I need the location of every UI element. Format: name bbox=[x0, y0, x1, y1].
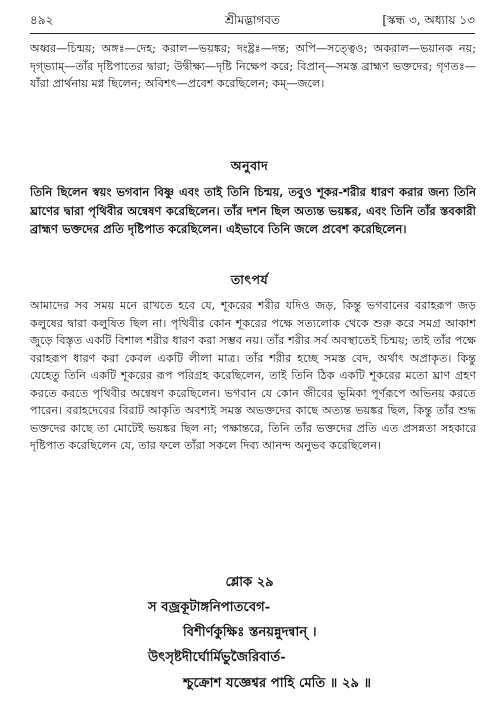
page-header bbox=[30, 10, 475, 30]
header-rule bbox=[30, 33, 475, 34]
verse-line: স বজ্রকূটাঙ্গনিপাতবেগ- bbox=[148, 600, 271, 615]
verse-line: শ্চুক্রোশ যজ্ঞেশ্বর পাহি মেতি ॥ ২৯ ॥ bbox=[183, 676, 372, 691]
purport-heading: তাৎপর্য bbox=[230, 272, 269, 287]
book-title: শ্রীমদ্ভাগবত bbox=[224, 13, 280, 27]
word-glossary: অধ্বর—চিন্ময়; অঙ্গঃ—দেহ; করাল—ভয়ঙ্কর; দংষ্ট্রঃ—দন্ত; অপি—সত্ত্বেও; অকরাল—ভয়ানক নয়; দৃগ্‌ভ্যাম্—তাঁর দৃষ্টিপাতের দ্বারা; উদ্বীক্ষ্য—দৃষ্টি নিক্ষেপ করে; বিপ্রান্—সমস্ত ব্রাহ্মণ ভক্তদের; গৃণতঃ—যাঁরা প্রার্থনায় মগ্ন ছিলেন; অবিশৎ—প্রবেশ করেছিলেন; কম্—জলে। bbox=[30, 42, 476, 90]
canto-chapter: [স্কন্ধ ৩, অধ্যায় ১৩ bbox=[382, 13, 475, 27]
purport-text: আমাদের সব সময় মনে রাখতে হবে যে, শূকরের শরীর যদিও জড়, কিন্তু ভগবানের বরাহরূপ জড় কলুষের দ্বারা কলুষিত ছিল না। পৃথিবীর কোন শূকরের পক্ষে সত্যলোক থেকে শুরু করে সমগ্র আকাশ জুড়ে বিস্তৃত একটি বিশাল শরীর ধারণ করা সম্ভব নয়। তাঁর শরীর সর্ব অবস্থাতেই চিন্ময়; তাই তাঁর পক্ষে বরাহরূপ ধারণ করা কেবল একটি লীলা মাত্র। তাঁর শরীর হচ্ছে সমস্ত বেদ, অর্থাৎ অপ্রাকৃত। কিন্তু যেহেতু তিনি একটি শূকরের রূপ পরিগ্রহ করেছিলেন, তাই তিনি ঠিক একটি শূকরের মতো ঘ্রাণ গ্রহণ করতে করতে পৃথিবীর অন্বেষণ করেছিলেন। ভগবান যে কোন জীবের ভূমিকা পূর্ণরূপে অভিনয় করতে পারেন। বরাহদেবের বিরাট আকৃতি অবশ্যই সমস্ত অভক্তদের কাছে অত্যন্ত ভয়ঙ্কর ছিল, কিন্তু তাঁর শুদ্ধ ভক্তদের কাছে তা মোটেই ভয়ঙ্কর ছিল না; পক্ষান্তরে, তিনি তাঁর ভক্তদের প্রতি এত প্রসন্নতা সহকারে দৃষ্টিপাত করেছিলেন যে, তার ফলে তাঁরা সকলে দিব্য আনন্দ অনুভব করেছিলেন। bbox=[30, 299, 476, 452]
verse-line: উৎসৃষ্টদীর্ঘোর্মিভুজৈরিবার্ত- bbox=[148, 650, 286, 665]
translation-heading: অনুবাদ bbox=[230, 158, 269, 173]
verse-number: শ্লোক ২৯ bbox=[225, 575, 274, 590]
page-number: ৪৯২ bbox=[30, 13, 54, 27]
translation-text: তিনি ছিলেন স্বয়ং ভগবান বিষ্ণু এবং তাই তিনি চিন্ময়, তবুও শূকর-শরীর ধারণ করার জন্য তিনি ঘ্রাণের দ্বারা পৃথিবীর অন্বেষণ করেছিলেন। তাঁর দশন ছিল অত্যন্ত ভয়ঙ্কর, এবং তিনি তাঁর স্তবকারী ব্রাহ্মণ ভক্তদের প্রতি দৃষ্টিপাত করেছিলেন। এইভাবে তিনি জলে প্রবেশ করেছিলেন। bbox=[30, 185, 476, 236]
verse-line: বিশীর্ণকুক্ষিঃ স্তনয়ন্নুদন্বান্ । bbox=[183, 625, 317, 640]
